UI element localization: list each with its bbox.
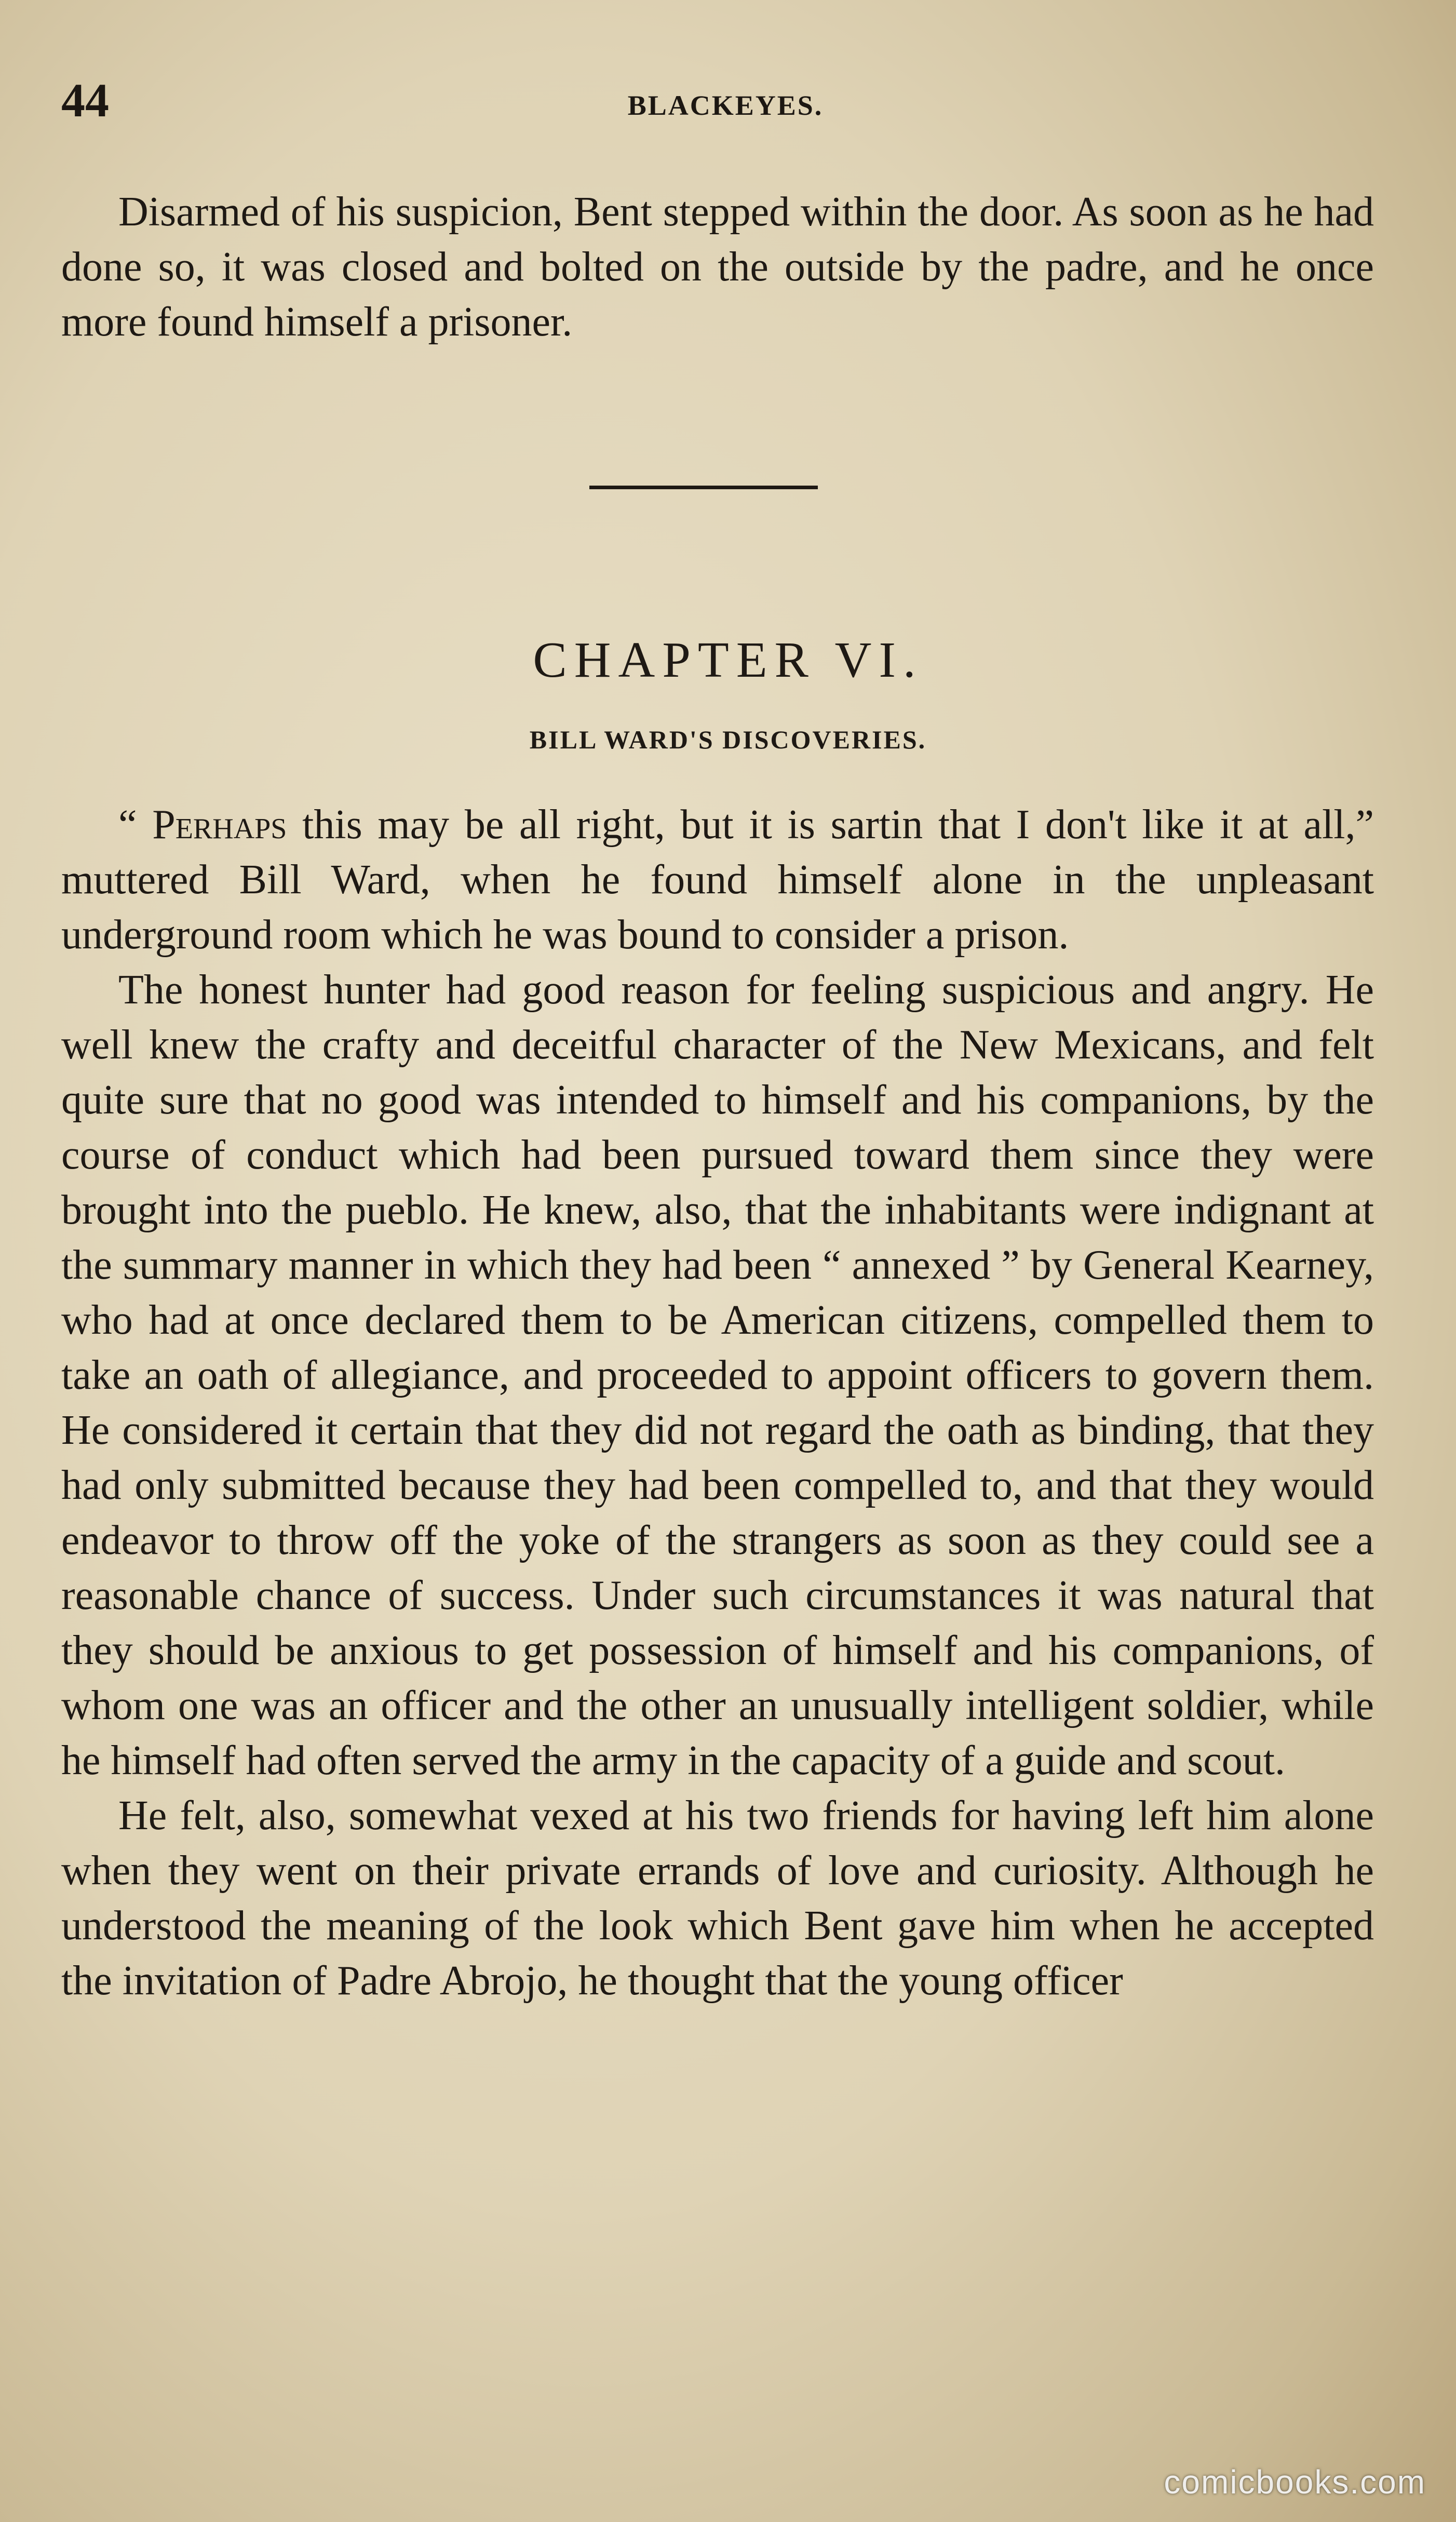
chapter-title: CHAPTER VI. xyxy=(533,632,923,688)
opening-text: this may be all right, but it is sartin that I don't like it at all,” muttered Bill Ward, when he found himself alone in the unpleasant underground room which he was bound to consider a prison. xyxy=(61,802,1374,958)
previous-chapter-ending xyxy=(61,184,1374,350)
chapter-body xyxy=(61,797,1374,2008)
paragraph: Disarmed of his suspicion, Bent stepped within the door. As soon as he had done so, it was closed and bolted on the outside by the padre, and he once more found himself a prisoner. xyxy=(61,189,1374,345)
source-watermark: comicbooks.com xyxy=(1164,2463,1426,2501)
page-header xyxy=(61,73,1390,130)
page-number: 44 xyxy=(61,74,109,127)
paragraph: The honest hunter had good reason for feeling suspicious and angry. He well knew the crafty and deceitful character of the New Mexicans, and felt quite sure that no good was intended to himself and his companions, by the course of conduct which had been pursued toward them since they were brought into the pueblo. He knew, also, that the inhabitants were indignant at the summary manner in which they had been “ annexed ” by General Kearney, who had at once declared them to be American citizens, compelled them to take an oath of allegiance, and proceeded to appoint officers to govern them. He considered it certain that they did not regard the oath as binding, that they had only submitted because they had been compelled to, and that they would endeavor to throw off the yoke of the strangers as soon as they could see a reasonable chance of success. Under such circumstances it was natural that they should be anxious to get possession of himself and his companions, of whom one was an officer and the other an unusually intelligent soldier, while he himself had often served the army in the capacity of a guide and scout. xyxy=(61,967,1374,1783)
paragraph: He felt, also, somewhat vexed at his two friends for having left him alone when they went on their private errands of love and curiosity. Although he understood the meaning of the look which Bent gave him when he accepted the invitation of Padre Abrojo, he thought that the young officer xyxy=(61,1793,1374,2004)
paragraph-opening xyxy=(61,797,1374,962)
section-divider-rule xyxy=(589,486,818,489)
opening-words: “ Perhaps xyxy=(118,802,287,848)
chapter-subtitle: BILL WARD'S DISCOVERIES. xyxy=(529,725,927,754)
running-head: BLACKEYES. xyxy=(627,90,824,121)
